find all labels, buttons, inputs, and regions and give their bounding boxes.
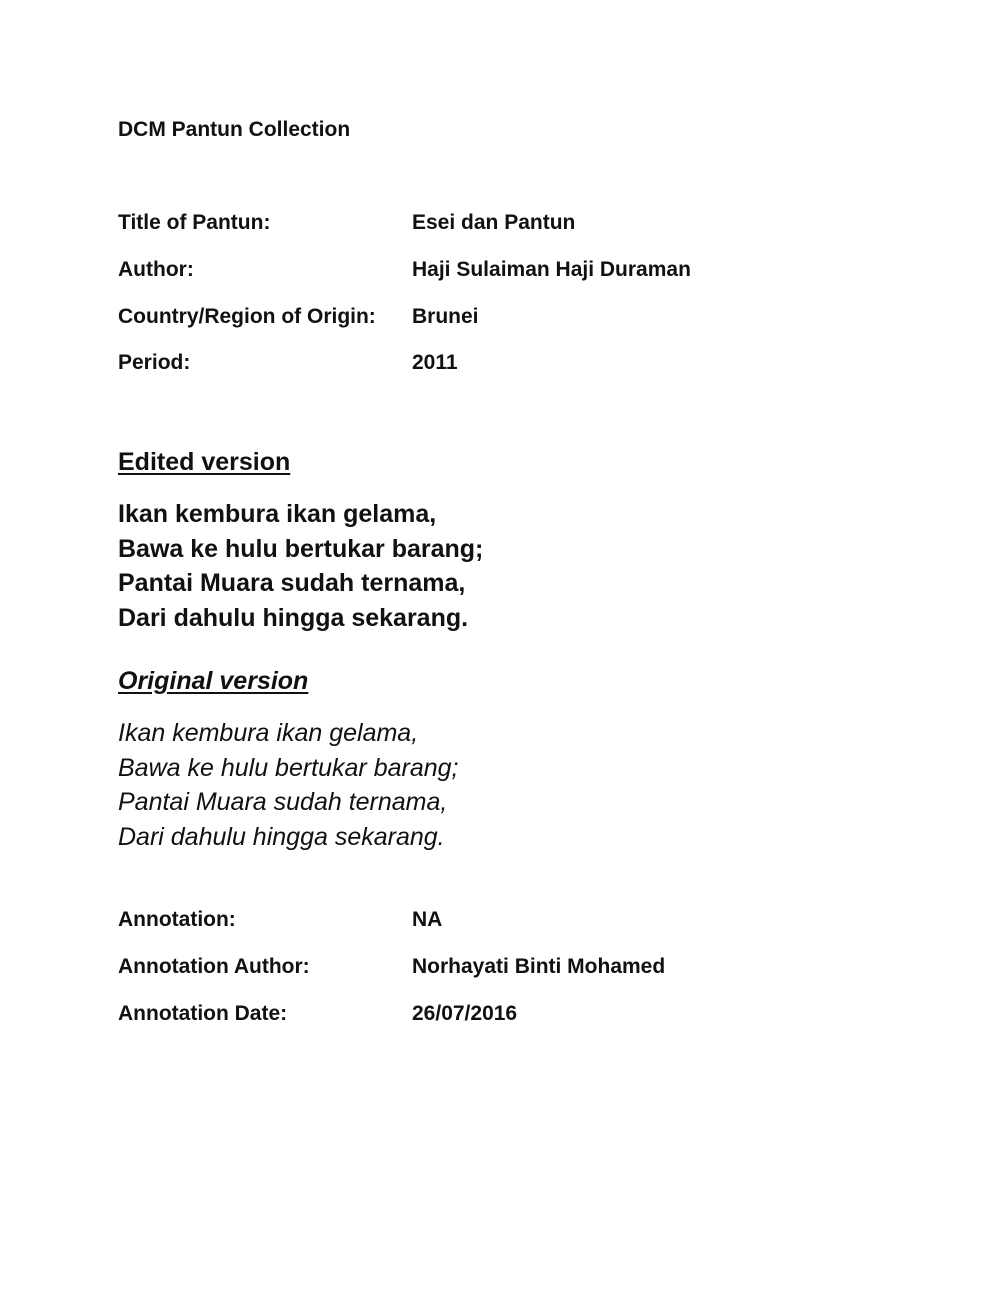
annotation-author-row — [118, 955, 918, 983]
meta-row-author — [118, 258, 918, 286]
meta-row-origin — [118, 305, 918, 333]
verse-line: Dari dahulu hingga sekarang. — [118, 603, 469, 632]
collection-title: DCM Pantun Collection — [118, 118, 351, 141]
meta-label: Annotation Author: — [118, 955, 310, 978]
meta-value: 26/07/2016 — [412, 1002, 518, 1025]
meta-value: Haji Sulaiman Haji Duraman — [412, 258, 691, 281]
meta-label: Annotation: — [118, 908, 236, 931]
original-version-heading: Original version — [118, 667, 309, 695]
meta-value: Brunei — [412, 305, 479, 328]
verse-line: Pantai Muara sudah ternama, — [118, 569, 466, 597]
original-verse — [118, 716, 459, 854]
meta-row-period — [118, 351, 918, 379]
meta-value: 2011 — [412, 351, 458, 374]
verse-line: Ikan kembura ikan gelama, — [118, 500, 437, 528]
verse-line: Bawa ke hulu bertukar barang; — [118, 753, 459, 782]
annotation-date-row — [118, 1002, 918, 1030]
annotation-row — [118, 908, 918, 936]
meta-label: Period: — [118, 351, 191, 374]
meta-row-title — [118, 211, 918, 239]
meta-value: Norhayati Binti Mohamed — [412, 955, 666, 978]
meta-label: Country/Region of Origin: — [118, 305, 376, 328]
meta-label: Author: — [118, 258, 194, 281]
edited-verse — [118, 497, 483, 635]
edited-version-heading: Edited version — [118, 448, 291, 476]
verse-line: Ikan kembura ikan gelama, — [118, 719, 419, 747]
verse-line: Dari dahulu hingga sekarang. — [118, 822, 445, 851]
meta-value: Esei dan Pantun — [412, 211, 576, 234]
verse-line: Bawa ke hulu bertukar barang; — [118, 534, 484, 563]
meta-value: NA — [412, 908, 443, 931]
meta-label: Annotation Date: — [118, 1002, 288, 1025]
verse-line: Pantai Muara sudah ternama, — [118, 788, 448, 816]
meta-label: Title of Pantun: — [118, 211, 271, 234]
